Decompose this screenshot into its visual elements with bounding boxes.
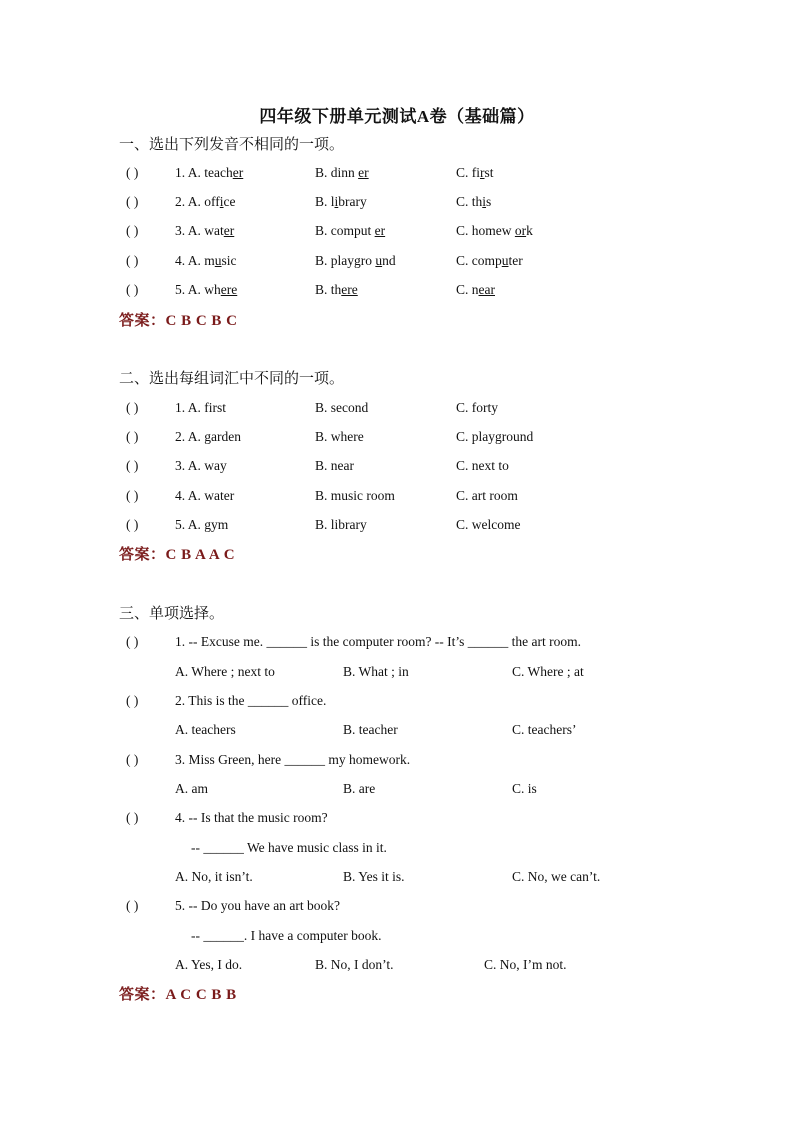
answer-blank: ( ) (126, 488, 139, 503)
option-a (175, 250, 237, 272)
word-part: C. comp (456, 253, 502, 268)
option-a (175, 220, 234, 242)
option-c: C. No, I’m not. (484, 957, 567, 972)
word-part: wh (204, 282, 221, 297)
answer-blank: ( ) (126, 693, 139, 708)
section-1-heading: 一、选出下列发音不相同的一项。 (119, 137, 345, 153)
underlined-letters: i (334, 194, 339, 209)
word-part: sic (221, 253, 237, 268)
option-a: A. teachers (175, 722, 236, 737)
item-number: 2. A. (175, 194, 205, 209)
question-text: 4. -- Is that the music room? (175, 810, 328, 825)
word-part: wat (204, 223, 224, 238)
word-part: B. playgro (315, 253, 376, 268)
option-c (456, 279, 495, 301)
answer-blank: ( ) (126, 282, 139, 297)
option-b: B. Yes it is. (343, 869, 405, 884)
underlined-letters: er (223, 223, 235, 238)
underlined-letters: er (374, 223, 386, 238)
option-b: B. second (315, 400, 369, 415)
option-a: 4. A. water (175, 488, 235, 503)
word-part: B. comput (315, 223, 375, 238)
answer-blank: ( ) (126, 194, 139, 209)
option-b (315, 191, 367, 213)
underlined-letters: i (219, 194, 224, 209)
word-part: ce (223, 194, 236, 209)
underlined-letters: u (214, 253, 222, 268)
option-c: C. is (512, 781, 537, 796)
answer-blank: ( ) (126, 517, 139, 532)
option-a (175, 279, 237, 301)
answer-blank: ( ) (126, 400, 139, 415)
answer-blank: ( ) (126, 253, 139, 268)
section-2-answer: 答案：C B A A C (119, 547, 236, 563)
answer-blank: ( ) (126, 223, 139, 238)
option-a (175, 162, 243, 184)
word-part: C. homew (456, 223, 515, 238)
word-part: teach (204, 165, 233, 180)
question-text: 5. -- Do you have an art book? (175, 898, 340, 913)
option-b: B. where (315, 429, 364, 444)
option-a: A. am (175, 781, 208, 796)
section-1-answer: 答案：C B C B C (119, 313, 238, 329)
section-3-answer: 答案：A C C B B (119, 987, 237, 1003)
underlined-letters: er (232, 165, 244, 180)
option-a (175, 191, 236, 213)
option-c: C. playground (456, 429, 534, 444)
section-3-heading: 三、单项选择。 (119, 606, 225, 622)
question-text: 1. -- Excuse me. ______ is the computer room? -- It’s ______ the art room. (175, 634, 582, 649)
answer-blank: ( ) (126, 752, 139, 767)
answer-blank: ( ) (126, 165, 139, 180)
option-c (456, 220, 533, 242)
option-c: C. forty (456, 400, 498, 415)
underlined-letters: ere (220, 282, 238, 297)
underlined-letters: u (375, 253, 383, 268)
option-b: B. What ; in (343, 664, 409, 679)
underlined-letters: r (480, 165, 485, 180)
option-b: B. near (315, 458, 354, 473)
option-a: A. No, it isn’t. (175, 869, 253, 884)
reply-text: -- ______. I have a computer book. (191, 928, 382, 943)
answer-blank: ( ) (126, 810, 139, 825)
option-b (315, 220, 385, 242)
answer-blank: ( ) (126, 458, 139, 473)
word-part: C. n (456, 282, 479, 297)
word-part: B. l (315, 194, 335, 209)
option-c: C. next to (456, 458, 509, 473)
option-a: 3. A. way (175, 458, 227, 473)
item-number: 4. A. (175, 253, 205, 268)
word-part: k (526, 223, 533, 238)
option-c: C. No, we can’t. (512, 869, 601, 884)
option-c: C. Where ; at (512, 664, 584, 679)
word-part: nd (382, 253, 396, 268)
item-number: 1. A. (175, 165, 205, 180)
answer-blank: ( ) (126, 429, 139, 444)
option-b (315, 162, 369, 184)
word-part: C. fi (456, 165, 481, 180)
option-a: 2. A. garden (175, 429, 241, 444)
answer-blank: ( ) (126, 898, 139, 913)
option-b (315, 279, 358, 301)
underlined-letters: i (482, 194, 487, 209)
underlined-letters: ere (341, 282, 358, 297)
option-b: B. library (315, 517, 367, 532)
page-title: 四年级下册单元测试A卷（基础篇） (259, 107, 535, 126)
option-c: C. art room (456, 488, 518, 503)
option-c: C. teachers’ (512, 722, 577, 737)
answer-blank: ( ) (126, 634, 139, 649)
option-c (456, 162, 494, 184)
option-a: A. Where ; next to (175, 664, 275, 679)
question-text: 2. This is the ______ office. (175, 693, 327, 708)
section-2-heading: 二、选出每组词汇中不同的一项。 (119, 371, 345, 387)
item-number: 5. A. (175, 282, 205, 297)
word-part: m (204, 253, 215, 268)
underlined-letters: u (501, 253, 509, 268)
option-b: B. teacher (343, 722, 398, 737)
option-a: 5. A. gym (175, 517, 229, 532)
underlined-letters: er (358, 165, 369, 180)
word-part: ter (508, 253, 523, 268)
option-c (456, 191, 491, 213)
option-c: C. welcome (456, 517, 521, 532)
word-part: st (484, 165, 494, 180)
option-a: A. Yes, I do. (175, 957, 243, 972)
underlined-letters: or (514, 223, 527, 238)
option-b: B. music room (315, 488, 395, 503)
underlined-letters: ear (478, 282, 495, 297)
option-b (315, 250, 396, 272)
option-b: B. are (343, 781, 376, 796)
word-part: brary (338, 194, 367, 209)
word-part: C. th (456, 194, 483, 209)
word-part: B. th (315, 282, 342, 297)
word-part: off (204, 194, 220, 209)
word-part: B. dinn (315, 165, 359, 180)
question-text: 3. Miss Green, here ______ my homework. (175, 752, 411, 767)
item-number: 3. A. (175, 223, 205, 238)
option-a: 1. A. first (175, 400, 227, 415)
word-part: s (486, 194, 492, 209)
option-c (456, 250, 523, 272)
reply-text: -- ______ We have music class in it. (191, 840, 387, 855)
option-b: B. No, I don’t. (315, 957, 394, 972)
